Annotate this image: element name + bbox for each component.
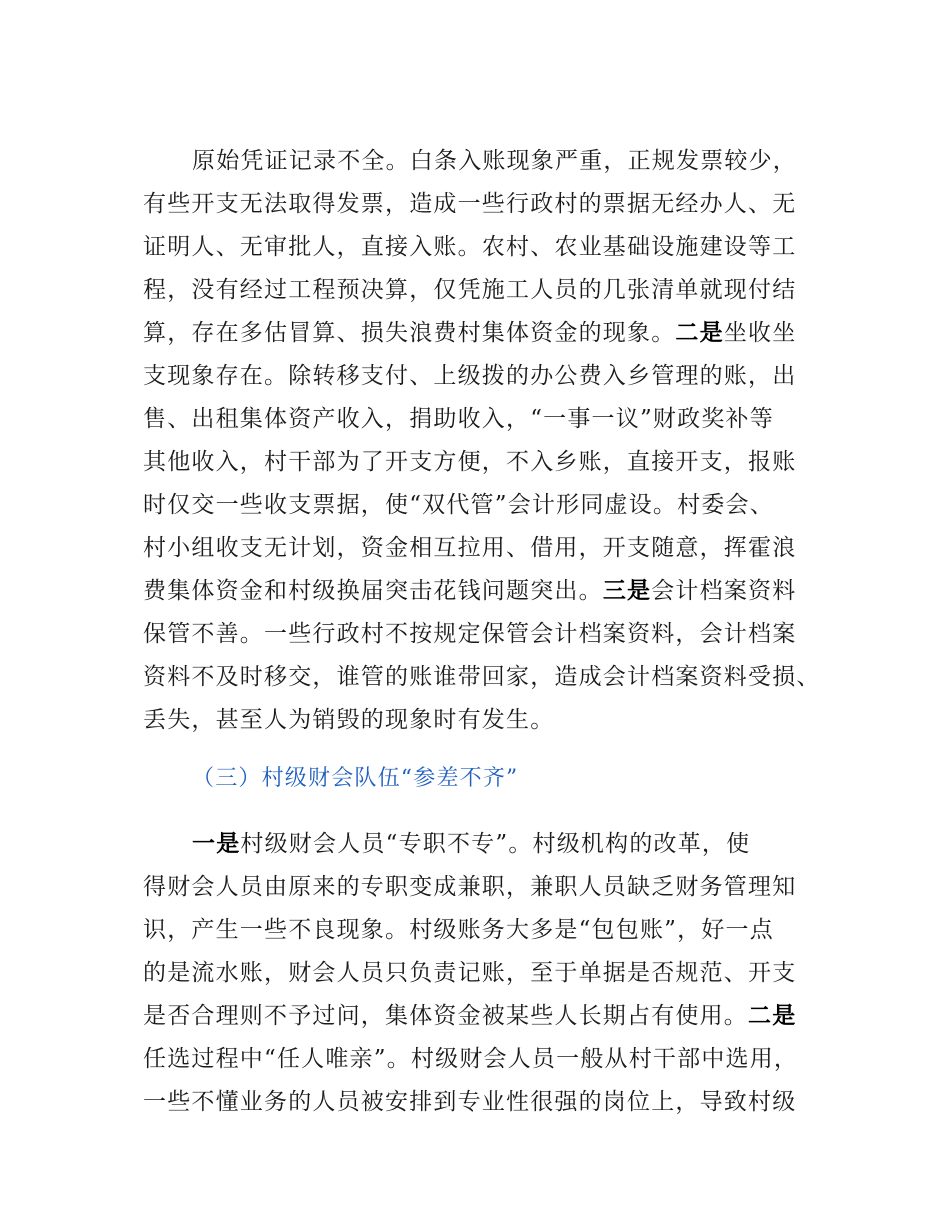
- paragraph-line: [143, 318, 796, 348]
- paragraph-line: 的是流水账，财会人员只负责记账，至于单据是否规范、开支: [143, 960, 797, 986]
- paragraph-line: [143, 576, 796, 606]
- paragraph-line: 资料不及时移交，谁管的账谁带回家，造成会计档案资料受损、: [143, 664, 821, 690]
- paragraph-text: 会计档案资料: [651, 578, 797, 604]
- bold-marker: 一是: [192, 830, 241, 857]
- paragraph-line: 时仅交一些收支票据，使“双代管”会计形同虚设。村委会、: [143, 492, 774, 518]
- paragraph-text: 算，存在多估冒算、损失浪费村集体资金的现象。: [143, 320, 676, 346]
- paragraph-line: 证明人、无审批人，直接入账。农村、农业基础设施建设等工: [143, 234, 797, 260]
- paragraph-line: 原始凭证记录不全。白条入账现象严重，正规发票较少，: [192, 148, 797, 174]
- paragraph-line: 丢失，甚至人为销毁的现象时有发生。: [143, 707, 555, 733]
- paragraph-text: 村级财会人员“专职不专”。村级机构的改革，使: [240, 831, 751, 857]
- section-heading: （三）村级财会队伍“参差不齐”: [192, 766, 519, 791]
- paragraph-line: 任选过程中“任人唯亲”。村级财会人员一般从村干部中选用，: [143, 1046, 799, 1072]
- paragraph-line: [143, 1001, 796, 1031]
- paragraph-text: 坐收坐: [723, 320, 797, 346]
- bold-marker: 三是: [602, 577, 652, 604]
- paragraph-line: 有些开支无法取得发票，造成一些行政村的票据无经办人、无: [143, 191, 797, 217]
- paragraph-line: 程，没有经过工程预决算，仅凭施工人员的几张清单就现付结: [143, 277, 797, 303]
- paragraph-line: 识，产生一些不良现象。村级账务大多是“包包账”，好一点: [143, 917, 774, 943]
- paragraph-line: 得财会人员由原来的专职变成兼职，兼职人员缺乏财务管理知: [143, 874, 797, 900]
- bold-marker: 二是: [748, 1002, 797, 1029]
- paragraph-text: 是否合理则不予过问，集体资金被某些人长期占有使用。: [143, 1003, 748, 1029]
- paragraph-line: 其他收入，村干部为了开支方便，不入乡账，直接开支，报账: [143, 449, 797, 475]
- paragraph-line: [192, 829, 750, 859]
- paragraph-line: 保管不善。一些行政村不按规定保管会计档案资料，会计档案: [143, 621, 797, 647]
- paragraph-line: 售、出租集体资产收入，捐助收入，“一事一议”财政奖补等: [143, 406, 774, 432]
- paragraph-line: 一些不懂业务的人员被安排到专业性很强的岗位上，导致村级: [143, 1089, 797, 1115]
- paragraph-line: 支现象存在。除转移支付、上级拨的办公费入乡管理的账，出: [143, 363, 797, 389]
- bold-marker: 二是: [675, 319, 724, 346]
- paragraph-text: 费集体资金和村级换届突击花钱问题突出。: [143, 578, 603, 604]
- paragraph-line: 村小组收支无计划，资金相互拉用、借用，开支随意，挥霍浪: [143, 535, 797, 561]
